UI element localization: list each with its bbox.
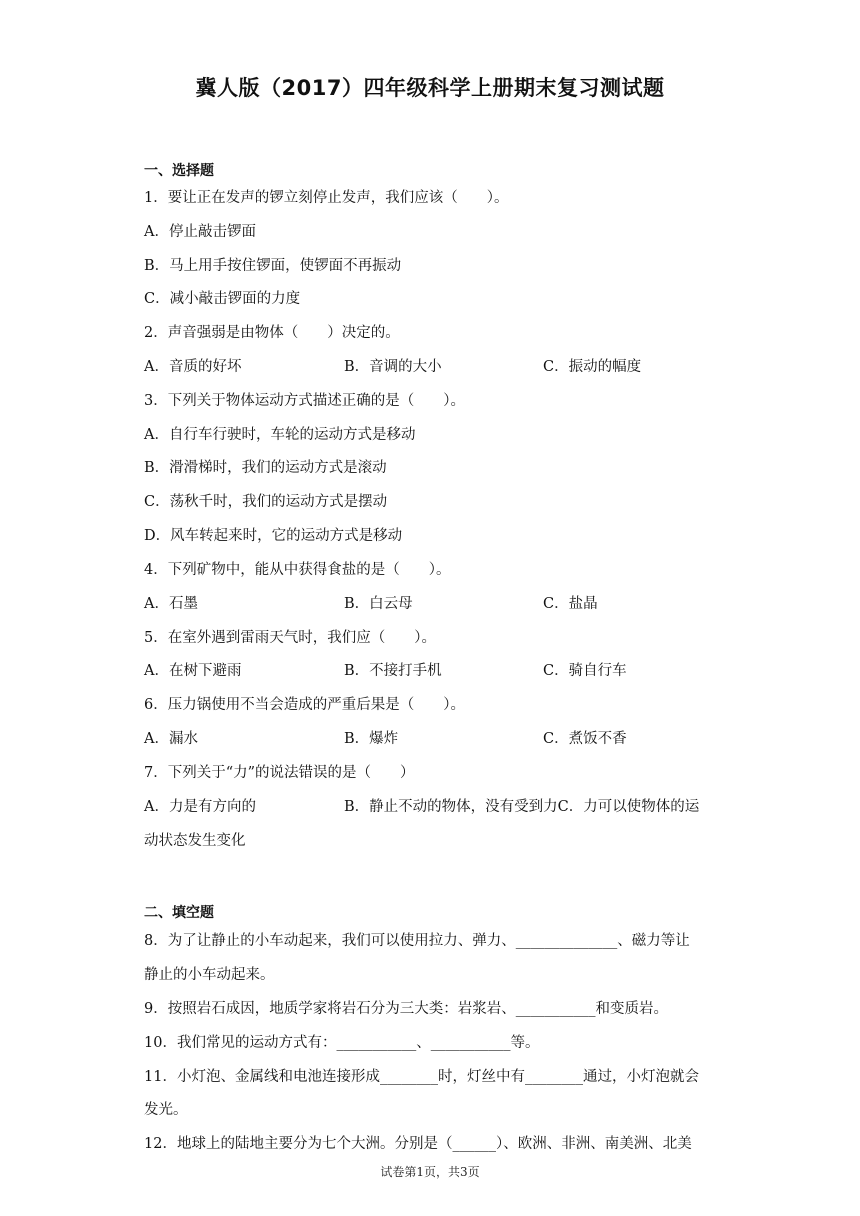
question-4-option-c: C．盐晶: [543, 596, 598, 612]
question-5-option-a: A．在树下避雨: [144, 663, 242, 679]
question-7-continuation: 动状态发生变化: [144, 833, 246, 849]
question-6-stem: 6．压力锅使用不当会造成的严重后果是（ ）。: [144, 697, 465, 713]
question-10: 10．我们常见的运动方式有：___________、___________等。: [144, 1035, 540, 1051]
question-5-option-b: B．不接打手机: [344, 663, 442, 679]
section-heading-fill: 二、填空题: [144, 905, 214, 921]
question-4-option-b: B．白云母: [344, 596, 413, 612]
question-2-option-b: B．音调的大小: [344, 359, 442, 375]
question-2-option-a: A．音质的好坏: [144, 359, 242, 375]
question-7-option-a: A．力是有方向的: [144, 799, 256, 815]
question-1-stem: 1．要让正在发声的锣立刻停止发声，我们应该（ ）。: [144, 190, 509, 206]
question-3-option-a: A．自行车行驶时，车轮的运动方式是移动: [144, 427, 416, 443]
question-6-option-a: A．漏水: [144, 731, 198, 747]
question-12: 12．地球上的陆地主要分为七个大洲。分别是（______）、欧洲、非洲、南美洲、北美: [144, 1136, 692, 1152]
question-4-option-a: A．石墨: [144, 596, 198, 612]
question-3-stem: 3．下列关于物体运动方式描述正确的是（ ）。: [144, 393, 465, 409]
question-1-option-b: B．马上用手按住锣面，使锣面不再振动: [144, 258, 402, 274]
question-2-stem: 2．声音强弱是由物体（ ）决定的。: [144, 325, 400, 341]
question-3-option-b: B．滑滑梯时，我们的运动方式是滚动: [144, 460, 387, 476]
question-4-stem: 4．下列矿物中，能从中获得食盐的是（ ）。: [144, 562, 451, 578]
question-5-option-c: C．骑自行车: [543, 663, 627, 679]
question-11-line-2: 发光。: [144, 1102, 188, 1118]
question-8-line-2: 静止的小车动起来。: [144, 967, 275, 983]
question-11-line-1: 11．小灯泡、金属线和电池连接形成________时，灯丝中有________通过，小灯泡就会: [144, 1069, 699, 1085]
question-7-stem: 7．下列关于“力”的说法错误的是（ ）: [144, 765, 415, 781]
question-1-option-a: A．停止敲击锣面: [144, 224, 256, 240]
question-3-option-c: C．荡秋千时，我们的运动方式是摆动: [144, 494, 388, 510]
page-title: 冀人版（2017）四年级科学上册期末复习测试题: [195, 76, 665, 100]
question-5-stem: 5．在室外遇到雷雨天气时，我们应（ ）。: [144, 630, 436, 646]
question-3-option-d: D．风车转起来时，它的运动方式是移动: [144, 528, 403, 544]
page-footer: 试卷第1页，共3页: [380, 1165, 480, 1179]
question-2-option-c: C．振动的幅度: [543, 359, 642, 375]
question-7-option-b-c: B．静止不动的物体，没有受到力C．力可以使物体的运: [344, 799, 700, 815]
question-8-line-1: 8．为了让静止的小车动起来，我们可以使用拉力、弹力、______________、磁力等让: [144, 933, 690, 949]
section-heading-choice: 一、选择题: [144, 163, 214, 179]
question-1-option-c: C．减小敲击锣面的力度: [144, 291, 301, 307]
question-9: 9．按照岩石成因，地质学家将岩石分为三大类：岩浆岩、___________和变质岩。: [144, 1001, 668, 1017]
question-6-option-b: B．爆炸: [344, 731, 399, 747]
question-6-option-c: C．煮饭不香: [543, 731, 627, 747]
